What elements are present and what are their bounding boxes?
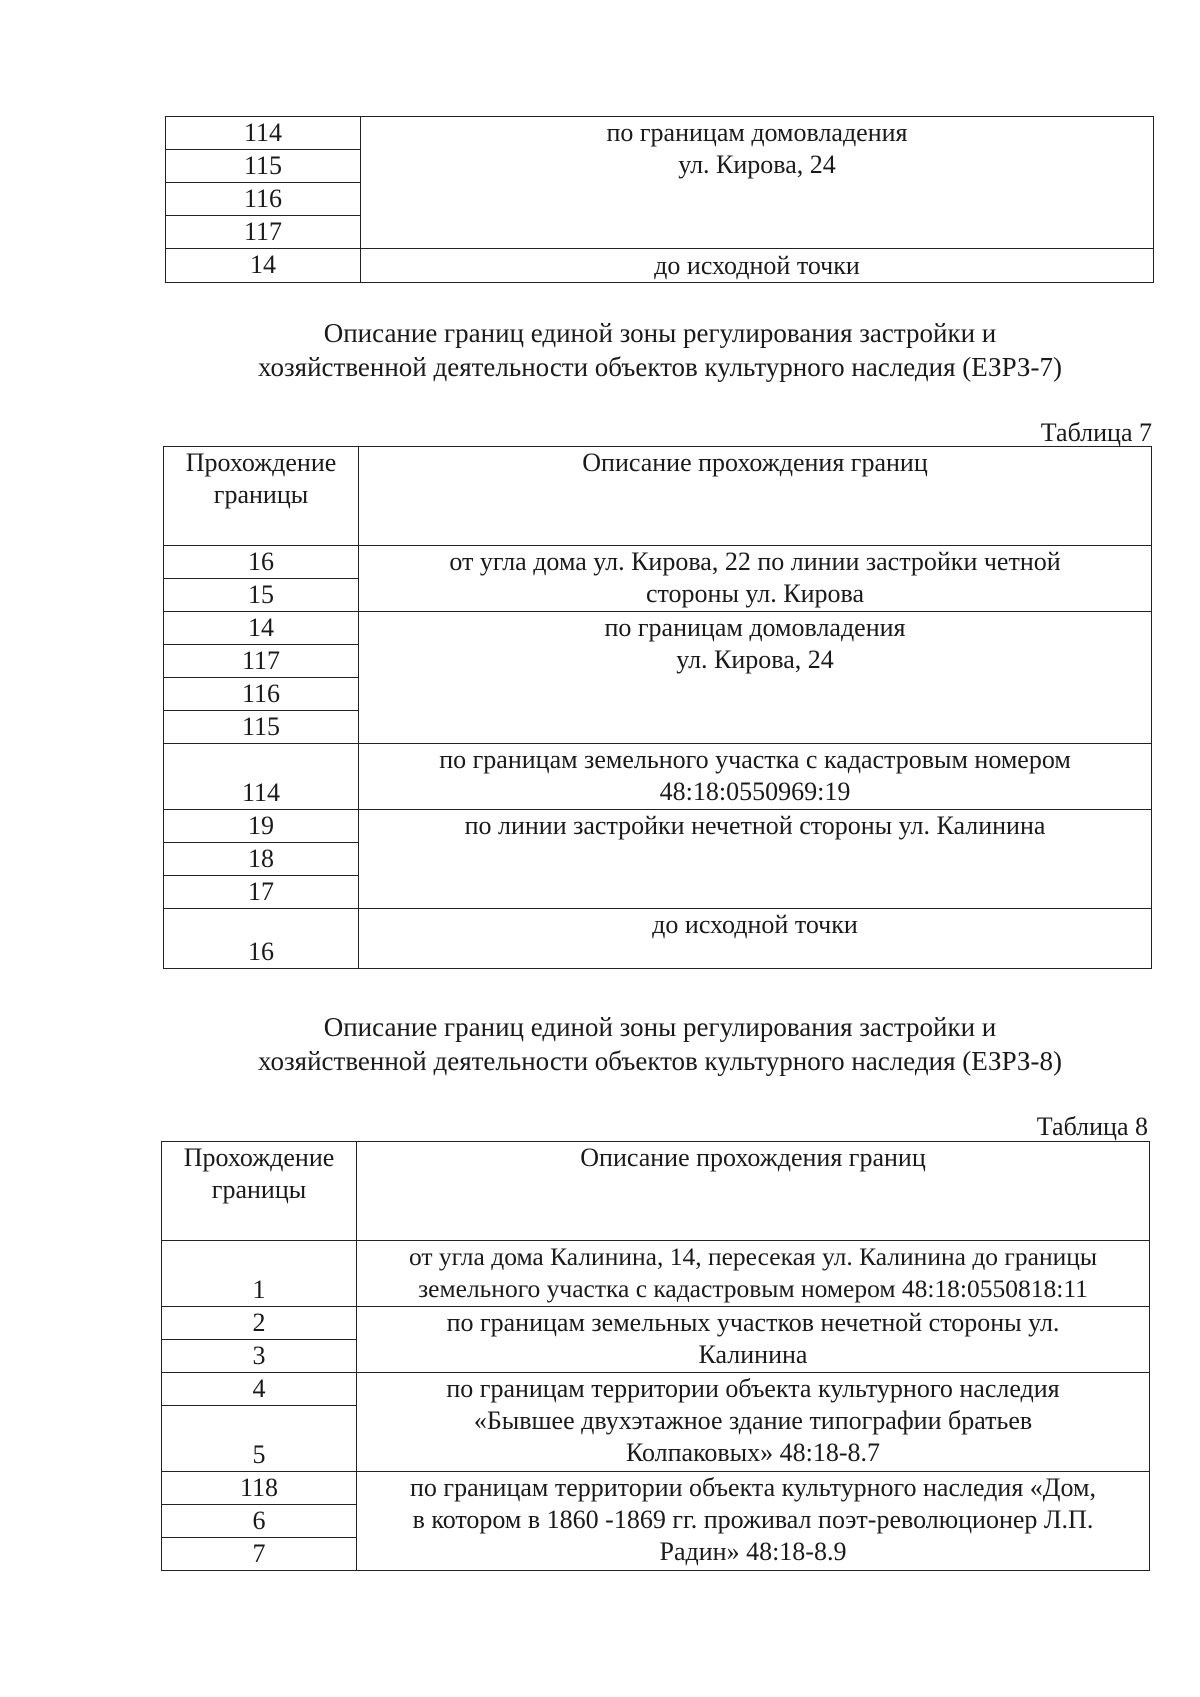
- point-cell: 14: [166, 249, 361, 283]
- point-cell: 19: [164, 810, 359, 843]
- point-cell: 117: [164, 645, 359, 678]
- table-continuation: [165, 116, 1154, 283]
- description-cell: по границам территории объекта культурного наследия «Бывшее двухэтажное здание типографии братьев Колпаковых» 48:18-8.7: [357, 1373, 1150, 1472]
- point-cell: 6: [162, 1505, 357, 1538]
- point-cell: 3: [162, 1340, 357, 1373]
- heading-line: хозяйственной деятельности объектов культурного наследия (ЕЗРЗ-7): [258, 352, 1062, 382]
- point-cell: 118: [162, 1472, 357, 1505]
- description-cell: от угла дома ул. Кирова, 22 по линии застройки четной стороны ул. Кирова: [359, 546, 1152, 612]
- point-cell: 114: [164, 744, 359, 810]
- description-cell: до исходной точки: [359, 909, 1152, 969]
- description-cell: по границам земельных участков нечетной стороны ул. Калинина: [357, 1307, 1150, 1373]
- table-row: [164, 744, 1152, 810]
- point-cell: 115: [164, 711, 359, 744]
- table8-caption: Таблица 8: [1036, 1112, 1148, 1141]
- point-cell: 116: [166, 183, 361, 216]
- section7-heading: [160, 316, 1160, 384]
- point-cell: 4: [162, 1373, 357, 1406]
- table-7: [163, 446, 1152, 969]
- table-header-row: [162, 1142, 1150, 1241]
- table-row: [166, 117, 1154, 150]
- description-cell: по границам домовладения ул. Кирова, 24: [359, 612, 1152, 744]
- point-cell: 15: [164, 579, 359, 612]
- table-row: [162, 1307, 1150, 1340]
- description-cell: от угла дома Калинина, 14, пересекая ул. Калинина до границы земельного участка с кадастровым номером 48:18:0550818:11: [357, 1241, 1150, 1307]
- table-row: [164, 909, 1152, 969]
- column-header-description: Описание прохождения границ: [357, 1142, 1150, 1241]
- section8-heading: [160, 1010, 1160, 1078]
- description-cell: до исходной точки: [361, 249, 1154, 283]
- point-cell: 5: [162, 1406, 357, 1472]
- point-cell: 17: [164, 876, 359, 909]
- point-cell: 114: [166, 117, 361, 150]
- table-8: [161, 1141, 1150, 1571]
- point-cell: 2: [162, 1307, 357, 1340]
- point-cell: 116: [164, 678, 359, 711]
- heading-line: Описание границ единой зоны регулирования застройки и: [323, 1012, 997, 1042]
- table-row: [162, 1472, 1150, 1505]
- point-cell: 115: [166, 150, 361, 183]
- column-header-description: Описание прохождения границ: [359, 447, 1152, 546]
- description-cell: по границам земельного участка с кадастровым номером 48:18:0550969:19: [359, 744, 1152, 810]
- table-row: [164, 612, 1152, 645]
- point-cell: 18: [164, 843, 359, 876]
- table7-caption: Таблица 7: [1040, 418, 1152, 447]
- heading-line: хозяйственной деятельности объектов культурного наследия (ЕЗРЗ-8): [258, 1046, 1062, 1076]
- table-header-row: [164, 447, 1152, 546]
- table-row: [166, 249, 1154, 283]
- column-header-point: Прохождение границы: [162, 1142, 357, 1241]
- table-row: [162, 1373, 1150, 1406]
- point-cell: 16: [164, 546, 359, 579]
- point-cell: 14: [164, 612, 359, 645]
- table-row: [164, 810, 1152, 843]
- table-row: [164, 546, 1152, 579]
- point-cell: 117: [166, 216, 361, 249]
- description-cell: по линии застройки нечетной стороны ул. Калинина: [359, 810, 1152, 909]
- column-header-point: Прохождение границы: [164, 447, 359, 546]
- description-cell: по границам домовладения ул. Кирова, 24: [361, 117, 1154, 249]
- table-row: [162, 1241, 1150, 1307]
- point-cell: 16: [164, 909, 359, 969]
- point-cell: 1: [162, 1241, 357, 1307]
- heading-line: Описание границ единой зоны регулирования застройки и: [323, 318, 997, 348]
- point-cell: 7: [162, 1538, 357, 1571]
- description-cell: по границам территории объекта культурного наследия «Дом, в котором в 1860 -1869 гг. проживал поэт-революционер Л.П. Радин» 48:18-8.9: [357, 1472, 1150, 1571]
